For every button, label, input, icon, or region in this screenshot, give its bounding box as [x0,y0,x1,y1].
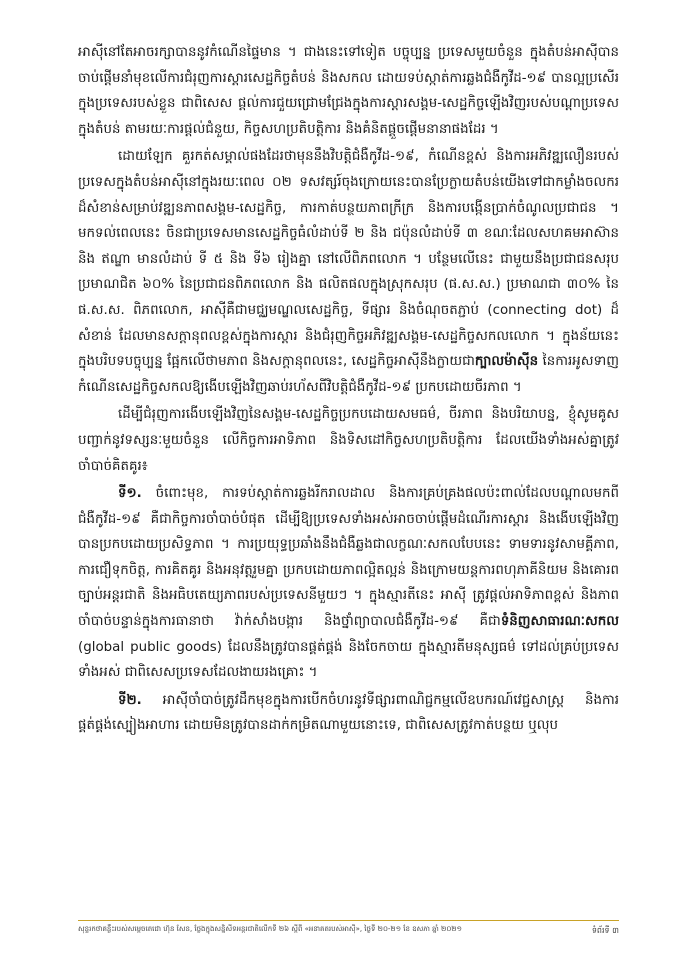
paragraph-1-text: អាស៊ីនៅតែអាចរក្សាបាននូវកំណើនផ្ទៃមាន ។ ជាងនេះទៅទៀត បច្ចុប្បន្ន ប្រទេសមួយចំនួន ក្នុងតំបន់អាស៊ីបានចាប់ផ្តើមនាំមុខលើការជំរុញការស្តារសេដ្ឋកិច្ចតំបន់ និងសកល ដោយទប់ស្កាត់ការឆ្លងជំងឺកូវីដ-១៩ បានល្អប្រសើរក្នុងប្រទេសរបស់ខ្លួន ជាពិសេស ផ្តល់ការជួយជ្រោមជ្រែងក្នុងការស្តារសង្គម-សេដ្ឋកិច្ចឡើងវិញរបស់បណ្តាប្រទេសក្នុងតំបន់ តាមរយៈការផ្តល់ជំនួយ, កិច្ចសហប្រតិបត្តិការ និងគំនិតផ្តួចផ្តើមនានាផងដែរ ។ [78,45,619,137]
paragraph-point-2 [78,688,619,739]
paragraph-3 [78,402,619,479]
engine-highlight: ក្បាលម៉ាស៊ីន [474,354,539,370]
paragraph-2 [78,144,619,400]
paragraph-point-1 [78,481,619,686]
paragraph-1 [78,40,619,142]
page-footer [78,920,619,937]
paragraph-2-text: ដោយឡែក គួរកត់សម្គាល់ផងដែរថាមុននឹងវិបត្តិជំងឺកូវីដ-១៩, កំណើនខ្ពស់ និងការអភិវឌ្ឍលឿនរបស់ប្រទេសក្នុងតំបន់អាស៊ីនៅក្នុងរយៈពេល ០២ ទសវត្សរ៍ចុងក្រោយនេះបានប្រែក្លាយតំបន់យើងទៅជាកម្លាំងចលករ ដ៏សំខាន់សម្រាប់វឌ្ឍនភាពសង្គម-សេដ្ឋកិច្ច, ការកាត់បន្ថយភាពក្រីក្រ និងការបង្កើនប្រាក់ចំណូលប្រជាជន ។ មកទល់ពេលនេះ ចិនជាប្រទេសមានសេដ្ឋកិច្ចធំលំដាប់ទី ២ និង ជប៉ុនលំដាប់ទី ៣ ខណៈដែលសហគមអាស៊ាន និង ឥណ្ឌា មានលំដាប់ ទី ៥ និង ទី៦ រៀងគ្នា នៅលើពិភពលោក ។ បន្ថែមលើនេះ ជាមួយនឹងប្រជាជនសរុបប្រមាណជិត ៦០% នៃប្រជាជនពិភពលោក និង ផលិតផលក្នុងស្រុកសរុប (ផ.ស.ស.) ប្រមាណជា ៣០% នៃ ផ.ស.ស. ពិភពលោក, អាស៊ីគឺជាមជ្ឈមណ្ឌលសេដ្ឋកិច្ច, ទីផ្សារ និងចំណុចតភ្ជាប់ (connecting dot) ដ៏សំខាន់ ដែលមានសក្តានុពលខ្ពស់ក្នុងការស្តារ និងជំរុញកិច្ចអភិវឌ្ឍសង្គម-សេដ្ឋកិច្ចសកលលោក ។ ក្នុងន័យនេះ ក្នុងបរិបទបច្ចុប្បន្ន ផ្អែកលើថាមភាព និងសក្តានុពលនេះ, សេដ្ឋកិច្ចអាស៊ីនឹងក្លាយជា [78,149,619,370]
point-1-tail: (global public goods) ដែលនឹងត្រូវបានផ្គត់ផ្គង់ និងចែកចាយ ក្នុងស្មារតីមនុស្សធម៌ ទៅដល់គ្រប់ប្រទេសទាំងអស់ ជាពិសេសប្រទេសដែលងាយរងគ្រោះ ។ [78,639,619,681]
footer-source: សុន្ទរកថាគន្លឹះរបស់សម្តេចតេជោ ហ៊ុន សែន, ថ្លែងក្នុងសន្និសីទអន្តរជាតិលើកទី ២៦ ស្តីពី «អនាគតរបស់អាស៊ី», ថ្ងៃទី ២០-២១ ខែ ឧសភា ឆ្នាំ ២០២១ [78,925,462,933]
point-2-label: ទី២. [118,692,142,708]
paragraph-3-text: ដើម្បីជំរុញការងើបឡើងវិញនៃសង្គម-សេដ្ឋកិច្ចប្រកបដោយសមធម៌, ចីរភាព និងបរិយាបន្ន, ខ្ញុំសូមគូសបញ្ជាក់នូវទស្សនៈមួយចំនួន លើកិច្ចការអាទិភាព និងទិសដៅកិច្ចសហប្រតិបត្តិការ ដែលយើងទាំងអស់គ្នាត្រូវចាំបាច់គិតគូរ៖ [78,407,619,474]
point-1-text: ចំពោះមុខ, ការទប់ស្កាត់ការឆ្លងរីករាលដាល និងការគ្រប់គ្រងផលប៉ះពាល់ដែលបណ្តាលមកពីជំងឺកូវីដ-១៩ គឺជាកិច្ចការចាំបាច់បំផុត ដើម្បីឱ្យប្រទេសទាំងអស់អាចចាប់ផ្តើមដំណើរការស្តារ និងងើបឡើងវិញបានប្រកបដោយប្រសិទ្ធភាព ។ ការប្រយុទ្ធប្រឆាំងនឹងជំងឺឆ្លងជាលក្ខណៈសកលបែបនេះ ទាមទារនូវសាមគ្គីភាព, ការជឿទុកចិត្ត, ការគិតគូរ និងអនុវត្តរួមគ្នា ប្រកបដោយភាពល្អិតល្អន់ និងក្រោមយន្តការពហុភាគីនិយម និងគោរពច្បាប់អន្តរជាតិ និងអធិបតេយ្យភាពរបស់ប្រទេសនីមួយៗ ។ ក្នុងស្មារតីនេះ អាស៊ី ត្រូវផ្តល់អាទិភាពខ្ពស់ និងភាពចាំបាច់បន្ទាន់ក្នុងការធានាថា វ៉ាក់សាំងបង្ការ និងថ្នាំព្យាបាលជំងឺកូវីដ-១៩ គឺជា [78,486,619,630]
public-goods-highlight: ទំនិញសាធារណៈសកល [500,614,619,630]
point-2-text: អាស៊ីចាំបាច់ត្រូវដឹកមុខក្នុងការបើកចំហរនូវទីផ្សារពាណិជ្ជកម្មលើឧបករណ៍វេជ្ជសាស្ត្រ និងការផ្គត់ផ្គង់ស្បៀងអាហារ ដោយមិនត្រូវបានដាក់កម្រិតណាមួយនោះទេ, ជាពិសេសត្រូវកាត់បន្ថយ ឬលុប [78,692,619,734]
page-number: ទំព័រទី ៣ [591,926,619,935]
point-1-label: ទី១. [118,486,142,502]
paragraph-2-tail: នៃការអូសទាញកំណើនសេដ្ឋកិច្ចសកលឱ្យងើបឡើងវិញឆាប់រហ័សពីវិបត្តិជំងឺកូវីដ-១៩ ប្រកបដោយចីរភាព ។ [78,354,619,395]
body-text [78,40,619,741]
